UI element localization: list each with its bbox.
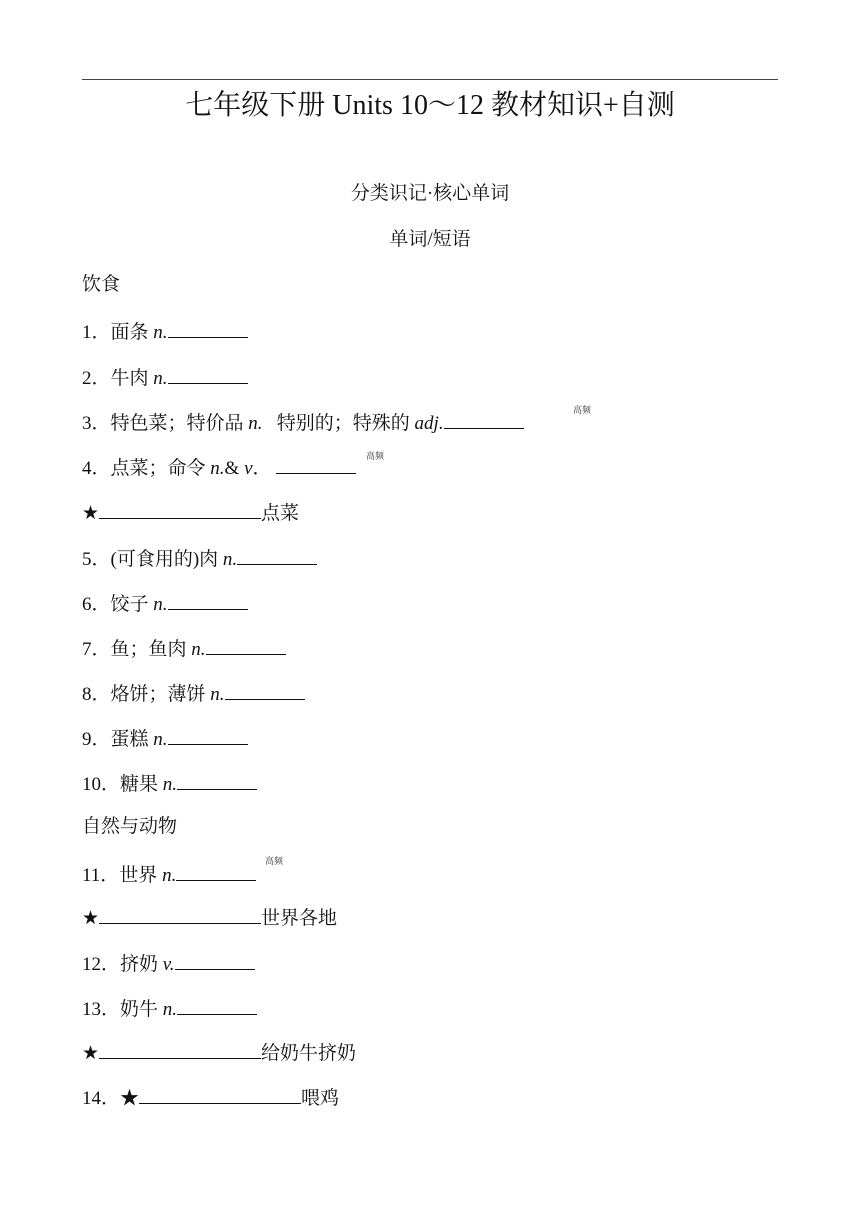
answer-blank[interactable] [168,724,248,745]
answer-blank[interactable] [175,949,255,970]
answer-blank[interactable] [177,994,257,1015]
answer-blank[interactable] [99,498,261,519]
answer-blank[interactable] [225,679,305,700]
answer-blank[interactable] [168,589,248,610]
phrase-item: ★ 世界各地 [82,903,337,932]
answer-blank[interactable] [99,1038,261,1059]
answer-blank[interactable] [237,544,317,565]
list-item: 7．鱼；鱼肉 n. [82,634,286,663]
list-item: 8．烙饼；薄饼 n. [82,679,305,708]
list-item: 10．糖果 n. [82,769,257,798]
page-title: 七年级下册 Units 10～12 教材知识+自测 [185,90,675,121]
list-item: 4．点菜；命令 n.& v． [82,453,356,482]
list-item: 11．世界 n. [82,860,256,889]
category-food: 饮食 [82,274,121,295]
answer-blank[interactable] [444,408,524,429]
list-item: 1．面条 n. [82,317,248,346]
answer-blank[interactable] [176,860,256,881]
answer-blank[interactable] [206,634,286,655]
list-item: 13．奶牛 n. [82,994,257,1023]
star-icon: ★ [82,503,100,524]
list-item: 9．蛋糕 n. [82,724,248,753]
subsection-title: 单词/短语 [389,229,471,250]
star-icon: ★ [82,1043,100,1064]
answer-blank[interactable] [139,1083,301,1104]
list-item: 5．(可食用的)肉 n. [82,544,317,573]
list-item: 14．★ 喂鸡 [82,1083,339,1112]
answer-blank[interactable] [168,317,248,338]
category-nature: 自然与动物 [82,816,178,837]
answer-blank[interactable] [276,453,356,474]
phrase-item: ★ 给奶牛挤奶 [82,1038,356,1067]
list-item: 3．特色菜；特价品 n. 特别的；特殊的 adj. [82,408,524,437]
star-icon: ★ [120,1088,140,1109]
answer-blank[interactable] [177,769,257,790]
star-icon: ★ [82,908,100,929]
answer-blank[interactable] [168,363,248,384]
phrase-item: ★ 点菜 [82,498,299,527]
list-item: 6．饺子 n. [82,589,248,618]
header-rule [82,79,778,80]
list-item: 12．挤奶 v. [82,949,255,978]
section-title: 分类识记·核心单词 [350,183,510,204]
frequency-badge: 高频 [366,452,385,462]
answer-blank[interactable] [99,903,261,924]
frequency-badge: 高频 [265,857,284,867]
frequency-badge: 高频 [573,406,592,416]
list-item: 2．牛肉 n. [82,363,248,392]
